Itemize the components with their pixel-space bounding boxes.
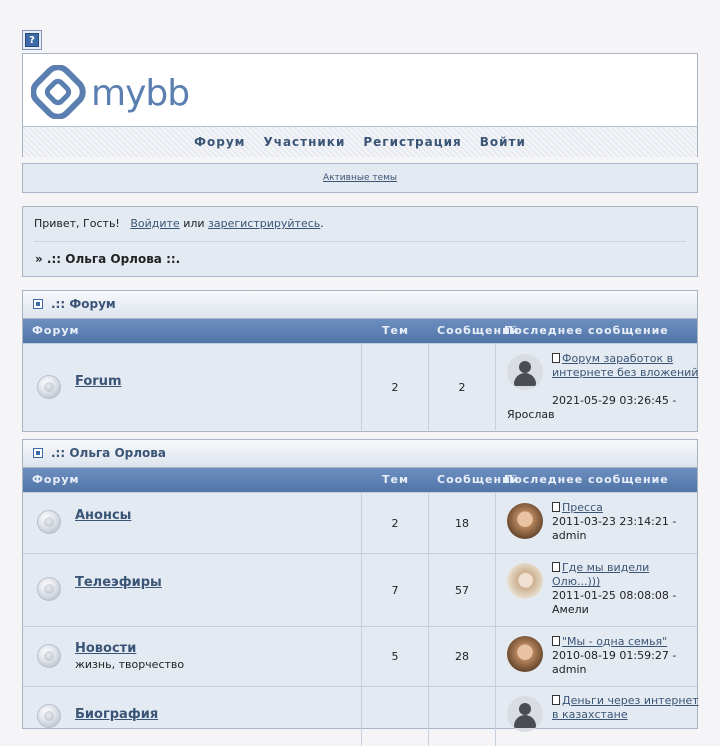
col-last-post: Последнее сообщение — [504, 473, 669, 486]
last-post-link[interactable]: "Мы - одна семья" — [562, 635, 668, 648]
forum-link[interactable]: Телеэфиры — [75, 575, 162, 590]
col-posts: Сообщений — [437, 473, 520, 486]
post-icon — [552, 636, 560, 646]
avatar[interactable] — [507, 636, 543, 672]
last-post-date: 2021-05-29 03:26:45 - — [552, 394, 677, 407]
avatar[interactable] — [507, 503, 543, 539]
category-title: .:: Форум — [51, 297, 116, 311]
mybb-logo-mark-icon — [31, 65, 87, 119]
logo-text: mybb — [91, 73, 190, 114]
last-post-date: 2011-01-25 08:08:08 - — [552, 589, 677, 602]
col-threads: Тем — [382, 473, 409, 486]
last-post-user: Ярослав — [507, 408, 555, 421]
nav-login-link[interactable]: Войти — [479, 135, 526, 149]
collapse-icon[interactable] — [33, 448, 43, 458]
nav-forum-link[interactable]: Форум — [194, 135, 246, 149]
forum-row — [23, 553, 697, 626]
forum-link[interactable]: Новости — [75, 641, 137, 656]
forum-link[interactable]: Биография — [75, 707, 159, 722]
forum-row — [23, 686, 697, 746]
welcome-line — [34, 217, 324, 230]
forum-link[interactable]: Forum — [75, 374, 122, 389]
forum-status-icon — [37, 577, 61, 601]
post-icon — [552, 695, 560, 705]
col-forum: Форум — [32, 324, 80, 337]
thread-count: 7 — [391, 583, 399, 597]
col-last-post: Последнее сообщение — [504, 324, 669, 337]
last-post-info — [552, 352, 700, 380]
mybb-logo[interactable] — [31, 65, 201, 119]
forum-link[interactable]: Анонсы — [75, 508, 132, 523]
forum-status-icon — [37, 644, 61, 668]
last-post-link[interactable]: Пресса — [562, 501, 603, 514]
category-header — [23, 291, 697, 319]
welcome-panel — [22, 206, 698, 277]
divider — [34, 241, 686, 242]
or-text: или — [183, 217, 205, 230]
thread-count: 2 — [391, 380, 399, 394]
last-post-link[interactable]: Деньги через интернет в казахстане — [552, 694, 699, 721]
thread-count: 2 — [391, 516, 399, 530]
last-post-info — [552, 501, 700, 515]
last-post-info — [552, 635, 700, 649]
forum-row — [23, 626, 697, 686]
forum-status-icon — [37, 704, 61, 728]
register-link[interactable]: зарегистрируйтесь — [208, 217, 321, 230]
last-post-date: 2011-03-23 23:14:21 - — [552, 515, 677, 528]
breadcrumb: » .:: Ольга Орлова ::. — [35, 252, 181, 266]
post-count: 28 — [455, 650, 469, 663]
avatar[interactable] — [507, 354, 543, 390]
active-topics-link[interactable]: Активные темы — [322, 173, 398, 183]
category-olga-orlova — [22, 439, 698, 729]
forum-row — [23, 492, 697, 553]
category-forum — [22, 290, 698, 432]
header — [22, 53, 698, 157]
post-icon — [552, 502, 560, 512]
nav-register-link[interactable]: Регистрация — [363, 135, 462, 149]
forum-status-icon — [37, 375, 61, 399]
post-icon — [552, 353, 560, 363]
post-count: 2 — [458, 380, 466, 394]
last-post-date: 2010-08-19 01:59:27 - — [552, 649, 677, 662]
active-topics-bar — [22, 163, 698, 193]
column-headers — [23, 468, 697, 492]
last-post-user: admin — [552, 529, 587, 542]
column-headers — [23, 319, 697, 343]
col-threads: Тем — [382, 324, 409, 337]
last-post-link[interactable]: Где мы видели Олю...))) — [552, 561, 650, 588]
collapse-icon[interactable] — [33, 299, 43, 309]
login-link[interactable]: Войдите — [130, 217, 180, 230]
greeting-text: Привет, Гость! — [34, 217, 120, 230]
help-icon[interactable]: ? — [22, 30, 42, 50]
period-text: . — [320, 217, 324, 230]
last-post-info — [552, 561, 700, 589]
post-count: 57 — [455, 583, 469, 597]
col-posts: Сообщений — [437, 324, 520, 337]
main-navigation — [23, 126, 697, 157]
last-post-user: Амели — [552, 603, 589, 616]
last-post-info — [552, 694, 700, 722]
forum-row — [23, 343, 697, 430]
forum-status-icon — [37, 510, 61, 534]
nav-members-link[interactable]: Участники — [263, 135, 346, 149]
avatar[interactable] — [507, 563, 543, 599]
forum-description: жизнь, творчество — [75, 658, 185, 671]
thread-count: 5 — [391, 650, 399, 663]
avatar[interactable] — [507, 696, 543, 732]
post-icon — [552, 562, 560, 572]
category-title: .:: Ольга Орлова — [51, 446, 166, 460]
last-post-link[interactable]: Форум заработок в интернете без вложений — [552, 352, 699, 379]
category-header — [23, 440, 697, 468]
post-count: 18 — [455, 516, 469, 530]
last-post-user: admin — [552, 663, 587, 676]
col-forum: Форум — [32, 473, 80, 486]
